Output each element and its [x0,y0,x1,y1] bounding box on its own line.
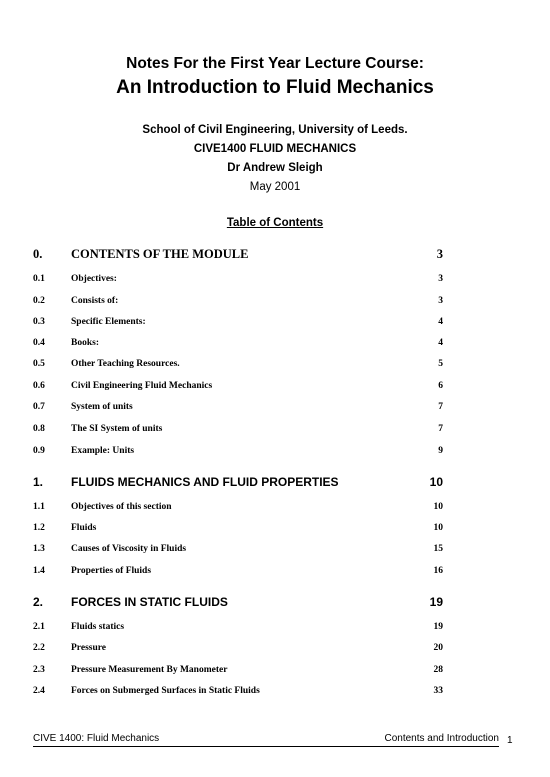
toc-item-number: 0.9 [33,446,45,456]
toc-item-number: 1.4 [33,566,45,576]
toc-item-number: 0.4 [33,338,45,348]
toc-item-page: 19 [433,622,443,632]
toc-item-title: Objectives of this section [71,502,172,512]
toc-section-page: 10 [429,475,443,489]
toc-item-page: 4 [438,338,443,348]
toc-item-page: 3 [438,296,443,306]
toc-item-page: 9 [438,446,443,456]
toc-item-title: Fluids statics [71,622,125,632]
footer-page-number: 1 [507,735,513,746]
toc-heading: Table of Contents [226,217,324,229]
toc-item-title: Pressure Measurement By Manometer [71,665,228,675]
toc-item-page: 20 [433,643,443,653]
title-line-1: Notes For the First Year Lecture Course: [126,55,424,72]
toc-item-number: 0.3 [33,317,45,327]
toc-item-page: 16 [433,566,443,576]
toc-section-title: FORCES IN STATIC FLUIDS [71,595,228,609]
toc-item-title: Specific Elements: [71,317,146,327]
toc-item-title: The SI System of units [71,424,163,434]
module-code: CIVE1400 FLUID MECHANICS [193,143,357,155]
toc-item-title: Objectives: [71,274,117,284]
toc-item-title: Forces on Submerged Surfaces in Static Fluids [71,686,260,696]
toc-item-page: 6 [438,381,443,391]
toc-item-title: Civil Engineering Fluid Mechanics [71,381,213,391]
toc-item-page: 5 [438,359,443,369]
toc-item-page: 4 [438,317,443,327]
footer-section: Contents and Introduction [384,733,499,744]
toc-section-number: 2. [33,595,44,609]
toc-item-page: 7 [438,402,443,412]
toc-item-number: 2.2 [33,643,45,653]
title-line-2: An Introduction to Fluid Mechanics [116,77,434,98]
toc-item-title: Causes of Viscosity in Fluids [71,544,187,554]
toc-section-title: CONTENTS OF THE MODULE [71,247,249,261]
toc-item-number: 0.8 [33,424,45,434]
toc-item-title: Consists of: [71,296,119,306]
toc-section-title: FLUIDS MECHANICS AND FLUID PROPERTIES [71,475,339,489]
toc-item-title: Pressure [71,643,107,653]
toc-item-page: 10 [433,502,443,512]
toc-item-number: 1.1 [33,502,45,512]
toc-section-number: 1. [33,475,44,489]
footer-rule [33,746,499,747]
toc-item-title: Properties of Fluids [71,566,152,576]
toc-item-title: Example: Units [71,446,135,456]
toc-item-number: 0.6 [33,381,45,391]
toc-item-page: 33 [433,686,443,696]
toc-section-page: 19 [429,595,443,609]
toc-item-number: 1.3 [33,544,45,554]
toc-item-number: 1.2 [33,523,45,533]
toc-item-page: 3 [438,274,443,284]
toc-item-page: 10 [433,523,443,533]
toc-item-title: Books: [71,338,99,348]
toc-item-title: System of units [71,402,133,412]
toc-item-number: 2.1 [33,622,45,632]
toc-item-title: Fluids [71,523,97,533]
toc-item-number: 2.4 [33,686,45,696]
toc-item-page: 28 [433,665,443,675]
author-name: Dr Andrew Sleigh [227,162,323,174]
toc-item-page: 7 [438,424,443,434]
publication-date: May 2001 [249,181,301,193]
toc-item-number: 2.3 [33,665,45,675]
toc-item-title: Other Teaching Resources. [71,359,180,369]
toc-section-page: 3 [436,247,443,261]
school-name: School of Civil Engineering, University of Leeds. [142,124,408,136]
toc-item-number: 0.5 [33,359,45,369]
footer-course: CIVE 1400: Fluid Mechanics [33,733,160,744]
toc-item-number: 0.1 [33,274,45,284]
toc-section-number: 0. [33,247,43,261]
toc-item-number: 0.7 [33,402,45,412]
toc-item-page: 15 [433,544,443,554]
toc-item-number: 0.2 [33,296,45,306]
